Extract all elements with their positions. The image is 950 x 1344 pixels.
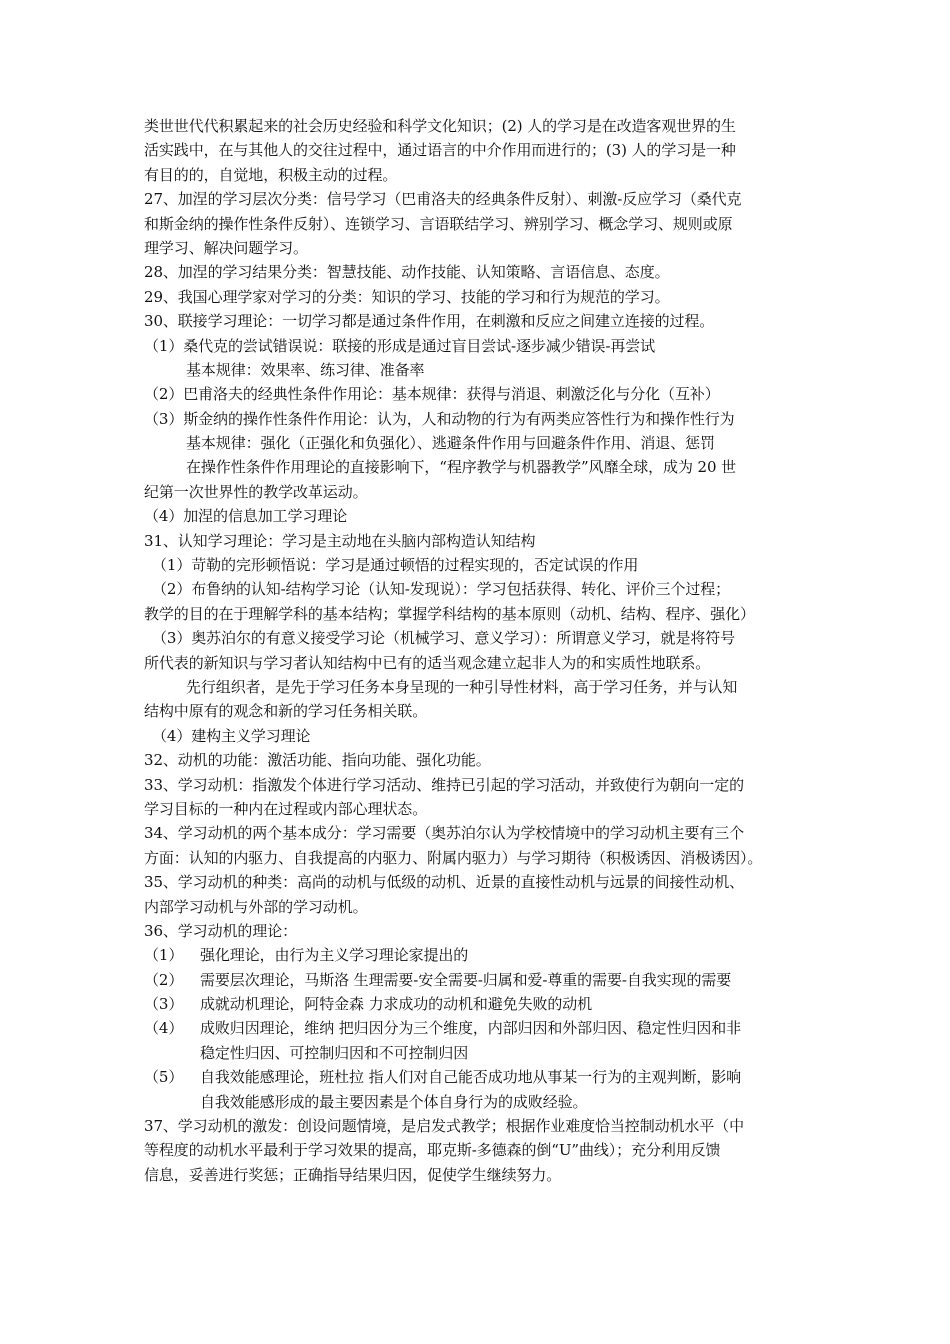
text-line: 纪第一次世界性的教学改革运动。 <box>144 482 368 501</box>
list-item <box>144 992 810 1016</box>
list-text: 强化理论，由行为主义学习理论家提出的 <box>200 946 469 965</box>
text-line: 和斯金纳的操作性条件反射）、连锁学习、言语联结学习、辨别学习、概念学习、规则或原 <box>144 214 733 233</box>
text-line: 基本规律：强化（正强化和负强化）、逃避条件作用与回避条件作用、消退、惩罚 <box>186 434 715 453</box>
list-number: （4） <box>144 1019 184 1038</box>
text-line: 先行组织者，是先于学习任务本身呈现的一种引导性材料，高于学习任务，并与认知 <box>186 677 738 696</box>
text-line: 基本规律：效果率、练习律、准备率 <box>186 360 425 379</box>
list-number: （2） <box>144 970 184 989</box>
text-line: 方面：认知的内驱力、自我提高的内驱力、附属内驱力）与学习期待（积极诱因、消极诱因）。 <box>144 848 763 867</box>
list-text-continued: 稳定性归因、可控制归因和不可控制归因 <box>200 1043 469 1062</box>
text-line: 在操作性条件作用理论的直接影响下，“程序教学与机器教学”风靡全球，成为 20 世 <box>186 458 736 477</box>
list-number: （1） <box>144 946 184 965</box>
section-34-heading: 34、学习动机的两个基本成分：学习需要（奥苏泊尔认为学校情境中的学习动机主要有三个 <box>144 824 744 843</box>
text-line: 有目的的，自觉地，积极主动的过程。 <box>144 165 398 184</box>
list-item: （1）苛勒的完形顿悟说：学习是通过顿悟的过程实现的，否定试误的作用 <box>152 556 639 575</box>
list-item: （1）桑代克的尝试错误说：联接的形成是通过盲目尝试-逐步减少错误-再尝试 <box>144 336 656 355</box>
list-item <box>144 968 810 992</box>
list-item: （4）加涅的信息加工学习理论 <box>144 507 348 526</box>
text-line: 结构中原有的观念和新的学习任务相关联。 <box>144 702 428 721</box>
text-line: 学习目标的一种内在过程或内部心理状态。 <box>144 799 428 818</box>
section-27-heading: 27、加涅的学习层次分类：信号学习（巴甫洛夫的经典条件反射）、刺激-反应学习（桑代克 <box>144 190 742 209</box>
section-33-heading: 33、学习动机：指激发个体进行学习活动、维持已引起的学习活动，并致使行为朝向一定的 <box>144 775 744 794</box>
text-line: 等程度的动机水平最利于学习效果的提高，耶克斯-多德森的倒“U”曲线）；充分利用反馈 <box>144 1141 721 1160</box>
list-number: （5） <box>144 1068 184 1087</box>
document-page <box>144 114 810 1187</box>
section-30-heading: 30、联接学习理论：一切学习都是通过条件作用，在刺激和反应之间建立连接的过程。 <box>144 312 715 331</box>
section-35-heading: 35、学习动机的种类：高尚的动机与低级的动机、近景的直接性动机与远景的间接性动机、 <box>144 873 744 892</box>
section-32-heading: 32、动机的功能：激活功能、指向功能、强化功能。 <box>144 751 491 770</box>
section-28-heading: 28、加涅的学习结果分类：智慧技能、动作技能、认知策略、言语信息、态度。 <box>144 263 670 282</box>
text-line: 理学习、解决问题学习。 <box>144 238 308 257</box>
list-item <box>144 1016 810 1040</box>
list-text-continued: 自我效能感形成的最主要因素是个体自身行为的成败经验。 <box>200 1092 588 1111</box>
text-line: 信息，妥善进行奖惩；正确指导结果归因，促使学生继续努力。 <box>144 1165 562 1184</box>
text-line: 所代表的新知识与学习者认知结构中已有的适当观念建立起非人为的和实质性地联系。 <box>144 653 711 672</box>
text-line: 活实践中，在与其他人的交往过程中，通过语言的中介作用而进行的；(3) 人的学习是一种 <box>144 141 736 160</box>
list-item: （4）建构主义学习理论 <box>152 726 311 745</box>
list-number: （3） <box>144 995 184 1014</box>
list-item: （2）巴甫洛夫的经典性条件作用论：基本规律：获得与消退、刺激泛化与分化（互补） <box>144 385 720 404</box>
list-text: 自我效能感理论，班杜拉 指人们对自己能否成功地从事某一行为的主观判断，影响 <box>200 1068 742 1087</box>
text-line: 内部学习动机与外部的学习动机。 <box>144 897 368 916</box>
list-item: （3）斯金纳的操作性条件作用论：认为，人和动物的行为有两类应答性行为和操作性行为 <box>144 409 735 428</box>
section-37-heading: 37、学习动机的激发：创设问题情境，是启发式教学；根据作业难度恰当控制动机水平（中 <box>144 1117 744 1136</box>
section-29-heading: 29、我国心理学家对学习的分类：知识的学习、技能的学习和行为规范的学习。 <box>144 287 670 306</box>
list-item <box>144 1065 810 1089</box>
list-text: 需要层次理论，马斯洛 生理需要-安全需要-归属和爱-尊重的需要-自我实现的需要 <box>200 970 732 989</box>
section-31-heading: 31、认知学习理论：学习是主动地在头脑内部构造认知结构 <box>144 531 536 550</box>
text-line: 教学的目的在于理解学科的基本结构；掌握学科结构的基本原则（动机、结构、程序、强化） <box>144 604 755 623</box>
section-36-heading: 36、学习动机的理论： <box>144 921 297 940</box>
list-item: （3）奥苏泊尔的有意义接受学习论（机械学习、意义学习）：所谓意义学习，就是将符号 <box>152 629 736 648</box>
list-item: （2）布鲁纳的认知-结构学习论（认知-发现说）：学习包括获得、转化、评价三个过程； <box>152 580 731 599</box>
text-line: 类世世代代积累起来的社会历史经验和科学文化知识；(2) 人的学习是在改造客观世界的生 <box>144 117 736 135</box>
list-text: 成败归因理论，维纳 把归因分为三个维度，内部归因和外部归因、稳定性归因和非 <box>200 1019 742 1038</box>
list-item <box>144 943 810 967</box>
list-text: 成就动机理论，阿特金森 力求成功的动机和避免失败的动机 <box>200 995 593 1014</box>
